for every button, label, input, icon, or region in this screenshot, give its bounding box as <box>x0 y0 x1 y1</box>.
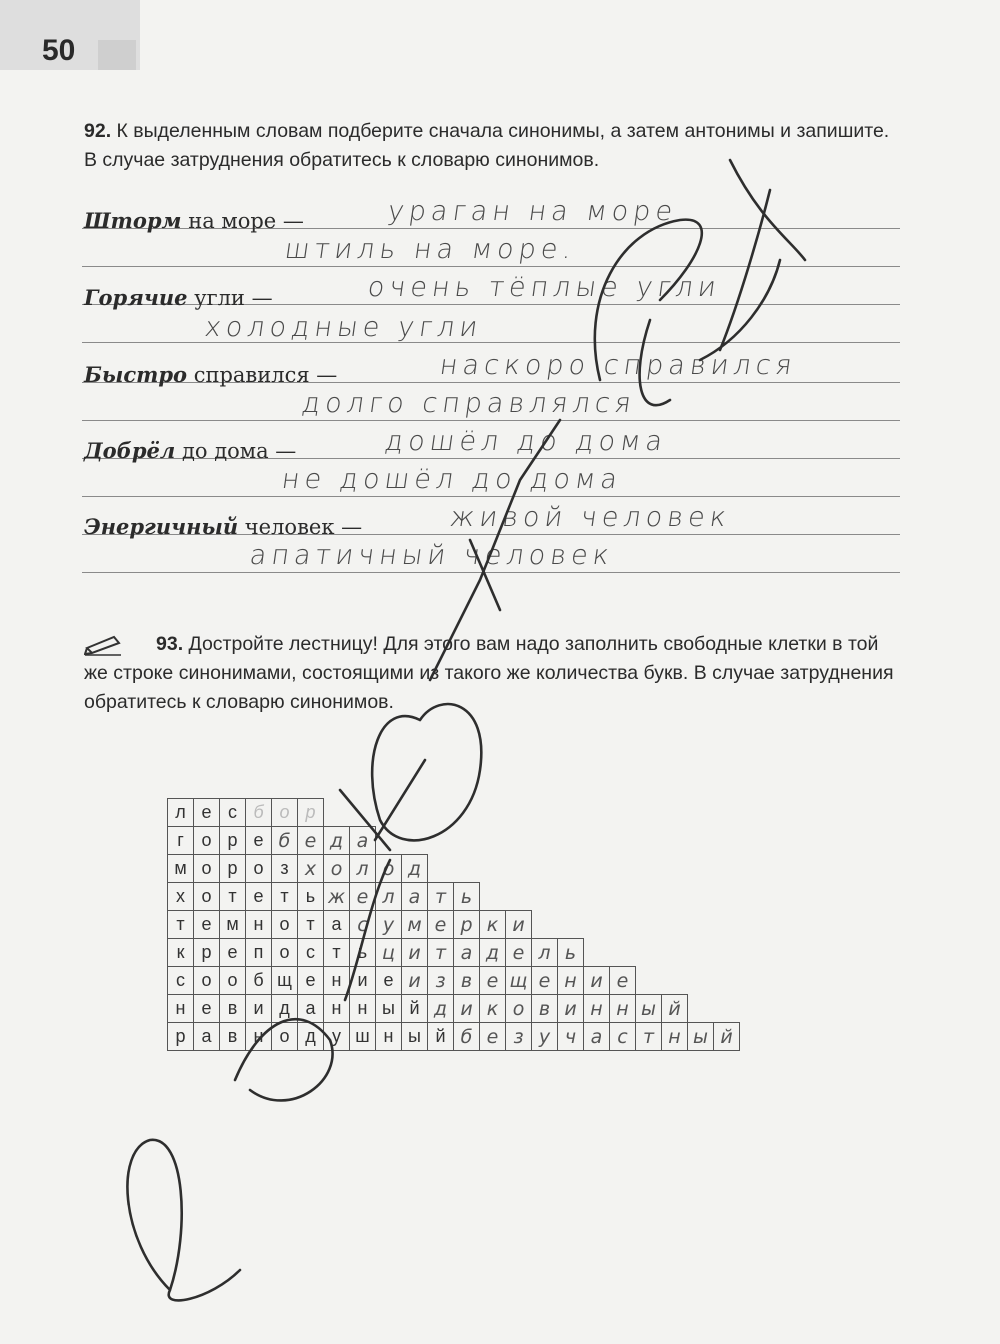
ladder-answer-letter: д <box>480 939 506 967</box>
ladder-given-letter: е <box>246 827 272 855</box>
ladder-given-letter: ь <box>298 883 324 911</box>
highlighted-word: Шторм <box>84 208 182 233</box>
ladder-answer-letter: т <box>428 939 454 967</box>
ladder-answer-letter: н <box>662 1023 688 1051</box>
ladder-answer-letter: щ <box>506 967 532 995</box>
ladder-given-letter: г <box>168 827 194 855</box>
ladder-answer-letter: е <box>610 967 636 995</box>
ladder-given-letter: п <box>246 939 272 967</box>
ladder-answer-letter: ы <box>636 995 662 1023</box>
handwritten-antonym: не дошёл до дома <box>279 464 625 495</box>
ladder-given-letter: о <box>220 967 246 995</box>
prompt-rest: справился — <box>187 363 338 387</box>
ladder-given-letter: ь <box>350 939 376 967</box>
prompt-rest: угли — <box>187 286 273 310</box>
ladder-answer-letter: у <box>376 911 402 939</box>
ladder-answer-letter: х <box>298 855 324 883</box>
ladder-given-letter: н <box>324 995 350 1023</box>
page-number: 50 <box>42 34 76 67</box>
task-93-text: Достройте лестницу! Для этого вам надо заполнить свободные клетки в той же строке синонимами, состоящими из такого же количества букв. В случае затруднения обратитесь к словарю синонимов. <box>84 633 894 713</box>
ladder-answer-letter: а <box>402 883 428 911</box>
ladder-answer-letter: л <box>350 855 376 883</box>
ladder-answer-letter: д <box>324 827 350 855</box>
ladder-answer-letter: р <box>454 911 480 939</box>
ladder-given-letter: ы <box>402 1023 428 1051</box>
ladder-given-letter: о <box>246 855 272 883</box>
ladder-answer-letter: ы <box>688 1023 714 1051</box>
ladder-answer-letter: т <box>428 883 454 911</box>
prompt-rest: до дома — <box>175 439 297 463</box>
task-92-text: К выделенным словам подберите сначала синонимы, а затем антонимы и запишите. В случае затруднения обратитесь к словарю синонимов. <box>84 120 890 171</box>
highlighted-word: Быстро <box>84 362 188 387</box>
ladder-given-letter: р <box>194 939 220 967</box>
highlighted-word: Горячие <box>84 285 188 310</box>
ladder-answer-letter: к <box>480 995 506 1023</box>
ladder-given-letter: е <box>194 911 220 939</box>
ladder-answer-letter: л <box>376 883 402 911</box>
ladder-given-letter: о <box>194 827 220 855</box>
ladder-answer-letter: з <box>506 1023 532 1051</box>
ladder-answer-letter: и <box>558 995 584 1023</box>
ladder-given-letter: з <box>272 855 298 883</box>
ladder-given-letter: в <box>220 995 246 1023</box>
task-92-number: 92. <box>84 120 112 142</box>
ladder-given-letter: в <box>220 1023 246 1051</box>
ladder-answer-letter: а <box>350 827 376 855</box>
ladder-given-letter: е <box>194 799 220 827</box>
ladder-given-letter: а <box>298 995 324 1023</box>
ladder-answer-letter: и <box>506 911 532 939</box>
ladder-answer-letter: н <box>610 995 636 1023</box>
ladder-answer-letter: р <box>298 799 324 827</box>
ladder-given-letter: н <box>168 995 194 1023</box>
ladder-answer-letter: в <box>454 967 480 995</box>
ladder-given-letter: р <box>220 855 246 883</box>
ladder-answer-letter: ь <box>454 883 480 911</box>
ladder-answer-letter: е <box>480 1023 506 1051</box>
ladder-answer-letter: в <box>532 995 558 1023</box>
ladder-answer-letter: с <box>350 911 376 939</box>
handwritten-synonym: ураган на море <box>385 196 680 227</box>
ladder-answer-letter: к <box>480 911 506 939</box>
handwritten-antonym: апатичный человек <box>247 540 616 571</box>
ladder-given-letter: е <box>194 995 220 1023</box>
ladder-answer-letter: и <box>402 939 428 967</box>
ladder-answer-letter: б <box>454 1023 480 1051</box>
ladder-given-letter: л <box>168 799 194 827</box>
ladder-answer-letter: б <box>272 827 298 855</box>
ladder-answer-letter: с <box>610 1023 636 1051</box>
handwritten-synonym: дошёл до дома <box>382 426 670 457</box>
ladder-given-letter: е <box>376 967 402 995</box>
ladder-answer-letter: ж <box>324 883 350 911</box>
ladder-answer-letter: й <box>662 995 688 1023</box>
ladder-answer-letter: и <box>584 967 610 995</box>
ladder-answer-letter: о <box>376 855 402 883</box>
ladder-answer-letter: н <box>584 995 610 1023</box>
ladder-given-letter: р <box>220 827 246 855</box>
highlighted-word: Энергичный <box>84 514 239 539</box>
ladder-answer-letter: а <box>584 1023 610 1051</box>
ladder-given-letter: с <box>220 799 246 827</box>
ladder-answer-letter: е <box>506 939 532 967</box>
ladder-answer-letter: б <box>246 799 272 827</box>
handwritten-antonym: холодные угли <box>202 312 485 343</box>
ladder-given-letter: б <box>246 967 272 995</box>
task-93-number: 93. <box>156 633 184 655</box>
ladder-given-letter: н <box>324 967 350 995</box>
ladder-given-letter: о <box>272 939 298 967</box>
ladder-given-letter: й <box>428 1023 454 1051</box>
ladder-answer-letter: е <box>428 911 454 939</box>
prompt-rest: на море — <box>181 209 304 233</box>
prompt-rest: человек — <box>238 515 363 539</box>
ladder-given-letter: е <box>298 967 324 995</box>
ladder-answer-letter: ч <box>558 1023 584 1051</box>
ladder-answer-letter: и <box>454 995 480 1023</box>
ladder-given-letter: т <box>272 883 298 911</box>
ladder-given-letter: о <box>194 967 220 995</box>
ladder-given-letter: н <box>376 1023 402 1051</box>
ladder-given-letter: с <box>168 967 194 995</box>
ladder-answer-letter: у <box>532 1023 558 1051</box>
ladder-given-letter: щ <box>272 967 298 995</box>
ladder-answer-letter: е <box>298 827 324 855</box>
ladder-answer-letter: е <box>350 883 376 911</box>
ladder-given-letter: о <box>194 883 220 911</box>
ladder-answer-letter: ц <box>376 939 402 967</box>
ladder-given-letter: о <box>194 855 220 883</box>
ladder-given-letter: р <box>168 1023 194 1051</box>
ladder-given-letter: т <box>168 911 194 939</box>
ladder-given-letter: м <box>168 855 194 883</box>
ladder-given-letter: к <box>168 939 194 967</box>
ladder-given-letter: т <box>220 883 246 911</box>
ladder-given-letter: х <box>168 883 194 911</box>
ladder-given-letter: н <box>246 911 272 939</box>
ladder-given-letter: с <box>298 939 324 967</box>
ladder-answer-letter: е <box>480 967 506 995</box>
ladder-answer-letter: ь <box>558 939 584 967</box>
handwritten-antonym: долго справлялся <box>299 388 638 419</box>
ladder-given-letter: а <box>324 911 350 939</box>
ladder-answer-letter: а <box>454 939 480 967</box>
ladder-answer-letter: д <box>402 855 428 883</box>
ladder-given-letter: н <box>350 995 376 1023</box>
ladder-answer-letter: е <box>532 967 558 995</box>
handwritten-synonym: очень тёплые угли <box>365 272 723 303</box>
ladder-answer-letter: й <box>714 1023 740 1051</box>
ladder-given-letter: ы <box>376 995 402 1023</box>
ladder-given-letter: о <box>272 1023 298 1051</box>
ladder-given-letter: о <box>272 911 298 939</box>
ladder-given-letter: н <box>246 1023 272 1051</box>
ladder-answer-letter: д <box>428 995 454 1023</box>
handwritten-antonym: штиль на море. <box>282 234 579 265</box>
ladder-answer-letter: о <box>506 995 532 1023</box>
ladder-answer-letter: н <box>558 967 584 995</box>
highlighted-word: Добрёл <box>84 438 176 463</box>
ladder-answer-letter: о <box>272 799 298 827</box>
ladder-answer-letter: з <box>428 967 454 995</box>
ladder-given-letter: й <box>402 995 428 1023</box>
ladder-answer-letter: т <box>636 1023 662 1051</box>
ladder-given-letter: т <box>324 939 350 967</box>
ladder-given-letter: и <box>350 967 376 995</box>
ladder-given-letter: т <box>298 911 324 939</box>
ladder-answer-letter: м <box>402 911 428 939</box>
ladder-answer-letter: л <box>532 939 558 967</box>
ladder-given-letter: е <box>220 939 246 967</box>
ladder-given-letter: д <box>298 1023 324 1051</box>
handwritten-synonym: живой человек <box>447 502 734 533</box>
handwritten-synonym: наскоро справился <box>437 350 799 381</box>
ladder-answer-letter: и <box>402 967 428 995</box>
ladder-given-letter: и <box>246 995 272 1023</box>
ladder-given-letter: ш <box>350 1023 376 1051</box>
ladder-answer-letter: о <box>324 855 350 883</box>
ladder-given-letter: а <box>194 1023 220 1051</box>
ladder-given-letter: д <box>272 995 298 1023</box>
ladder-given-letter: у <box>324 1023 350 1051</box>
ladder-given-letter: е <box>246 883 272 911</box>
ladder-given-letter: м <box>220 911 246 939</box>
